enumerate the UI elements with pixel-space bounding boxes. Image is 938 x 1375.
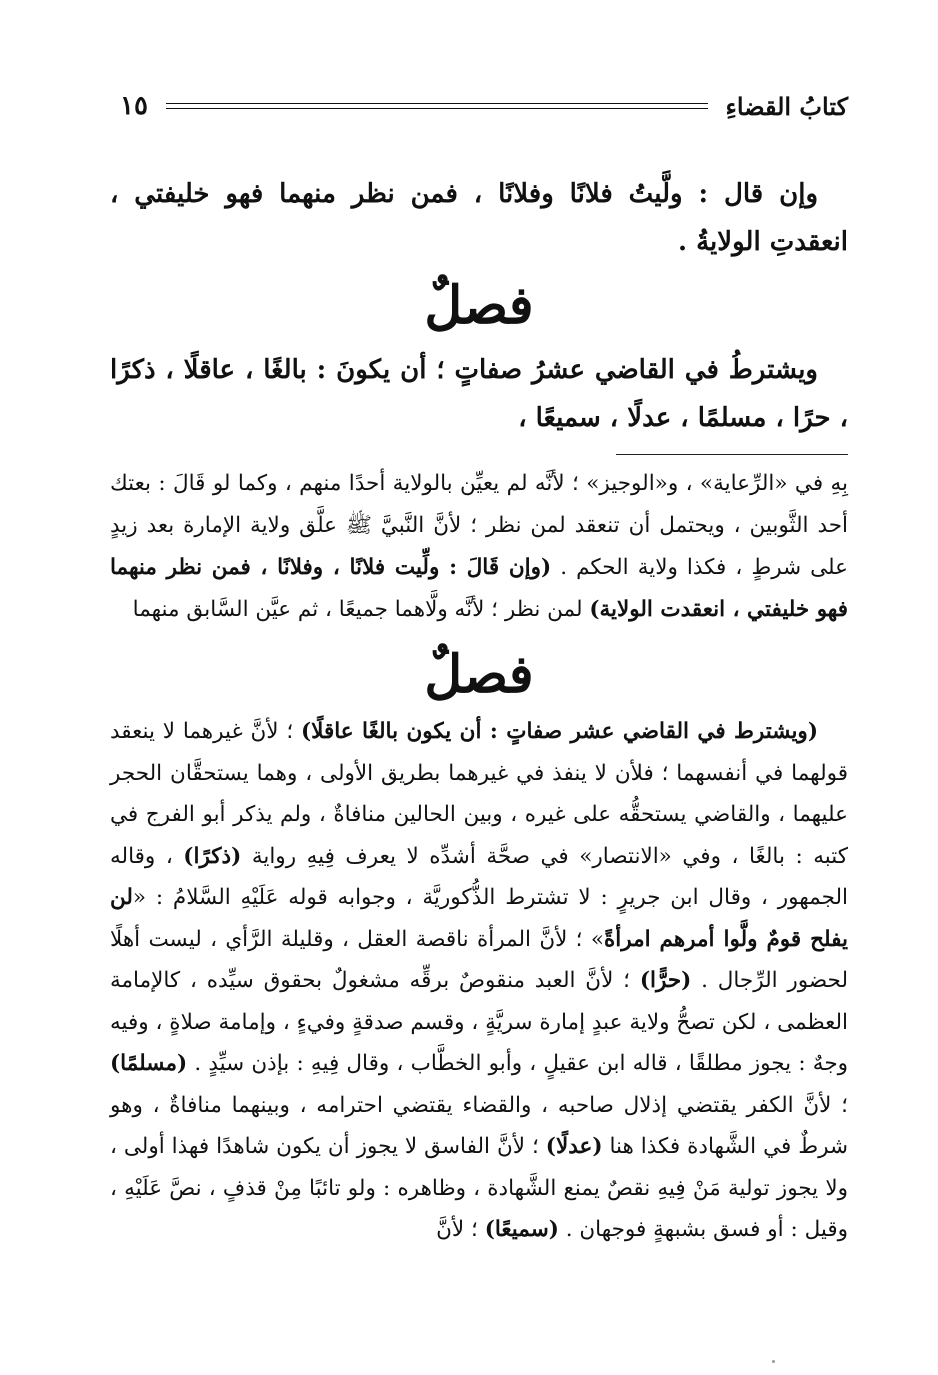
commentary-text: ؛ لأنَّ غيرهما لا ينعقد قولهما في أنفسهما ؛ فلأن لا ينفذ في غيرهما بطريق الأولى ، وهما يستحقَّان الحجر عليهما ، والقاضي يستحقُّه على غيره ، وبين الحالين منافاةٌ ، ولم يذكر أبو الفرج في كتبه : بالغًا ، وفي «الانتصار» في صحَّة أشدِّه لا يعرف فِيهِ رواية [110,719,848,869]
commentary-text: ؛ لأنَّ العبد منقوصٌ برقِّه مشغولٌ بحقوق سيِّده ، كالإمامة العظمى ، لكن تصحُّ ولاية عبدٍ إمارة سريَّةٍ ، وقسم صدقةٍ وفيءٍ ، وإمامة صلاةٍ ، وفيه وجهٌ : يجوز مطلقًا ، قاله ابن عقيلٍ ، وأبو الخطَّاب ، وقال فِيهِ : بإذن سيِّدٍ . [110,968,848,1076]
commentary-text: ؛ لأنَّ الكفر يقتضي إذلال صاحبه ، والقضاء يقتضي احترامه ، وبينهما منافاةٌ ، وهو شرطٌ في الشَّهادة فكذا هنا [110,1092,849,1159]
main-text [110,170,848,1251]
commentary-text: ؛ لأنَّ الفاسق لا يجوز أن يكون شاهدًا فهذا أولى ، ولا يجوز تولية مَنْ فِيهِ نقصٌ يمنع الشَّهادة ، وظاهره : ولو تائبًا مِنْ قذفٍ ، نصَّ عَلَيْهِ ، وقيل : أو فسق بشبهةٍ فوجهان . [110,1134,848,1242]
commentary-text: لمن نظر ؛ لأنَّه ولَّاهما جميعًا ، ثم عيَّن السَّابق منهما [132,597,590,622]
page-speck [772,1360,775,1363]
commentary-quote: (وإن قَالَ : ولِّيت فلانًا ، وفلانًا ، فمن نظر منهما فهو خليفتي ، انعقدت الولاية) [110,555,848,622]
footnote-separator [616,454,848,455]
commentary-text: ؛ لأنَّ [436,1217,485,1242]
commentary-quote: (عدلًا) [545,1134,603,1159]
running-header [120,86,848,126]
commentary-quote: (ويشترط في القاضي عشر صفاتٍ : أن يكون بالغًا عاقلًا) [300,719,818,744]
commentary-quote: (سميعًا) [484,1217,559,1242]
hadith-quote: لن يفلح قومٌ ولَّوا أمرهم امرأةً [110,885,848,952]
commentary-quote: (ذكرًا) [183,843,242,869]
book-title: كتابُ القضاءِ [725,91,848,121]
matn-paragraph-1: وإن قال : ولَّيتُ فلانًا وفلانًا ، فمن نظر منهما فهو خليفتي ، انعقدتِ الولايةُ . [110,179,848,257]
commentary-text: بِهِ في «الرِّعاية» ، و«الوجيز» ؛ لأنَّه لم يعيِّن بالولاية أحدًا منهم ، وكما لو قَالَ : بعتك أحد الثَّوبين ، ويحتمل أن تنعقد لمن نظر ؛ لأنَّ النَّبيَّ ﷺ علَّق ولاية الإمارة بعد زيدٍ على شرطٍ ، فكذا ولاية الحكم . [110,471,848,580]
commentary-paragraph-2 [110,711,848,1251]
section-heading-2: فصلٌ [424,644,534,705]
page-number: ١٥ [120,91,148,121]
header-rule [166,103,708,109]
commentary-quote: (حرًّا) [639,968,692,993]
matn-paragraph-2: ويشترطُ في القاضي عشرُ صفاتٍ ؛ أن يكونَ : بالغًا ، عاقلًا ، ذكرًا ، حرًا ، مسلمًا ، عدلًا ، سميعًا ، [110,355,848,433]
commentary-paragraph-1 [110,463,848,631]
commentary-text: ، وقاله الجمهور ، وقال ابن جريرٍ : لا تشترط الذُّكوريَّة ، وجوابه قوله عَلَيْهِ السَّلامُ : « [110,843,848,910]
commentary-text: » ؛ لأنَّ المرأة ناقصة العقل ، وقليلة الرَّأي ، ليست أهلًا لحضور الرِّجال . [110,926,848,993]
section-heading-1: فصلٌ [424,275,534,336]
commentary-quote: (مسلمًا) [110,1051,188,1076]
